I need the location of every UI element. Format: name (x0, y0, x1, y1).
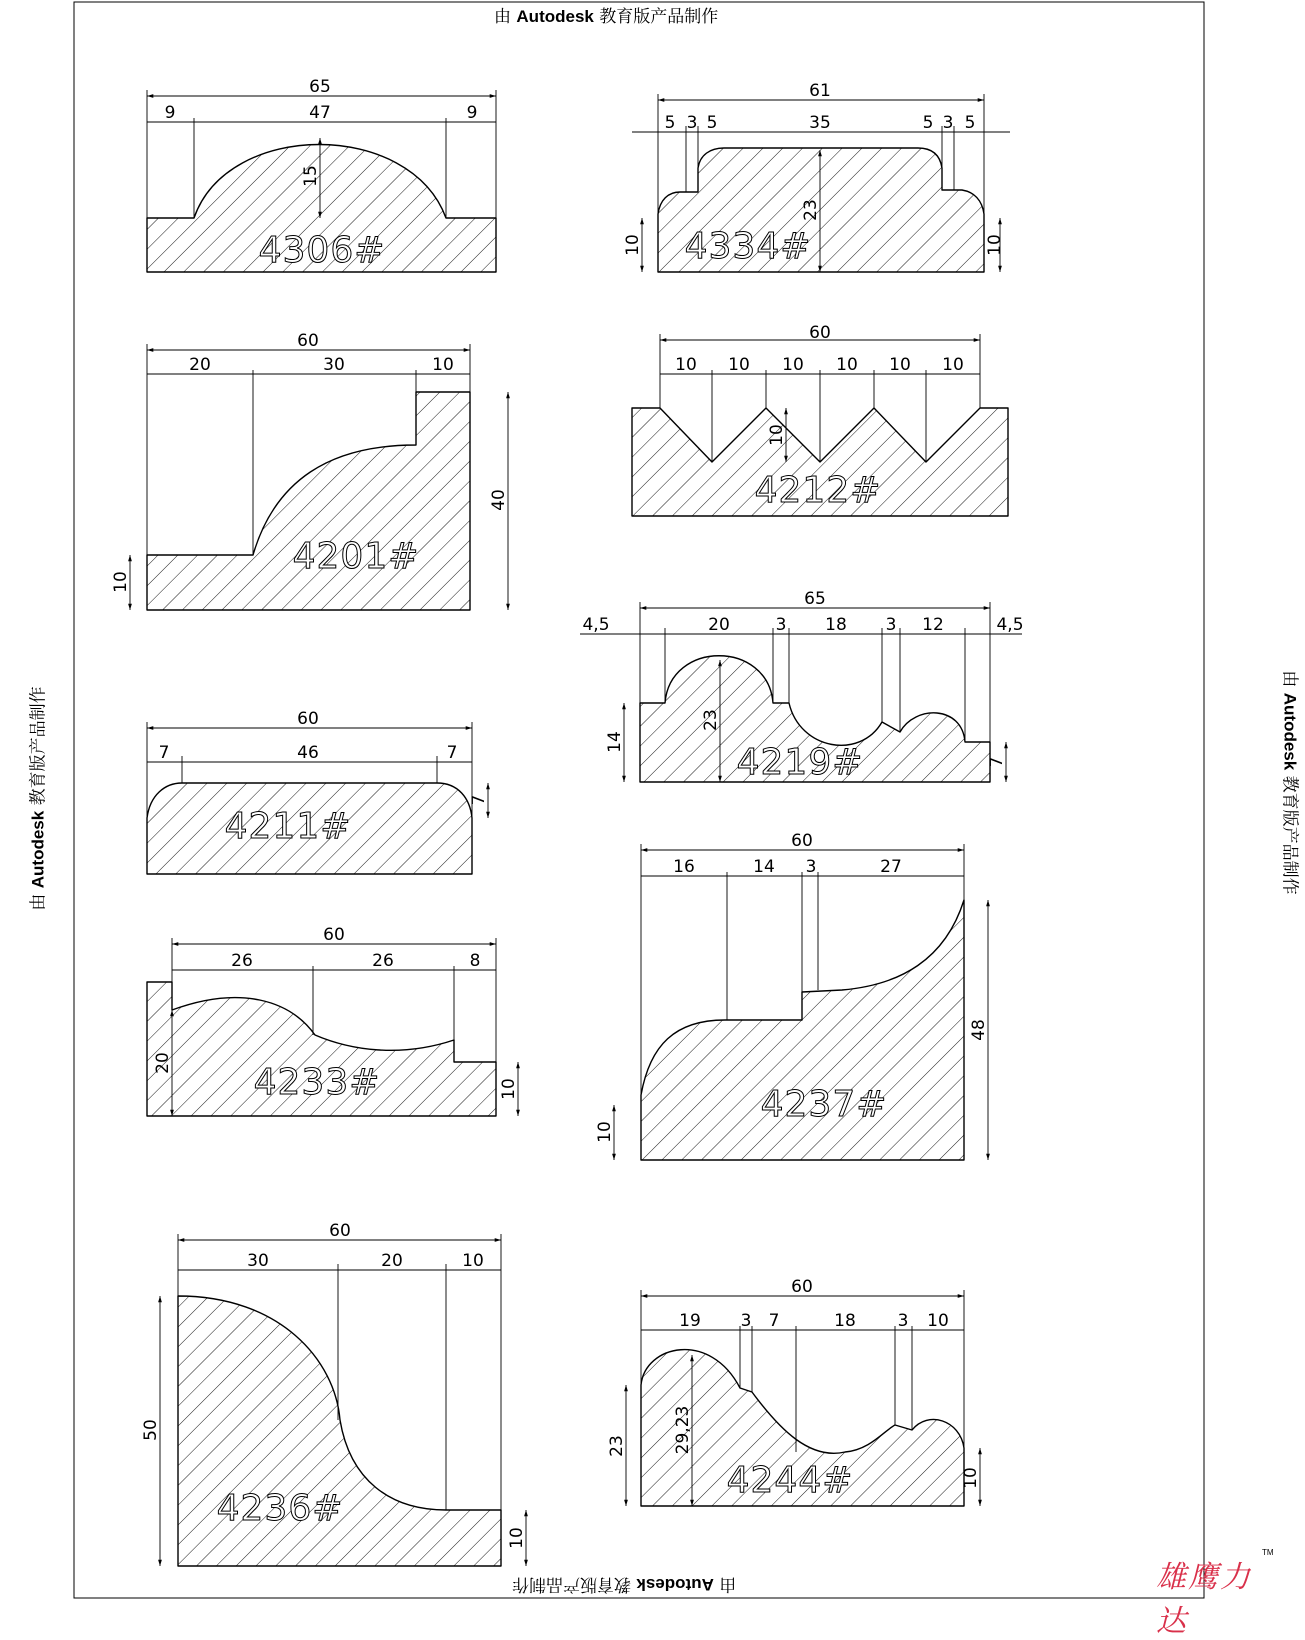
dim-4334-height: 23 (801, 199, 821, 221)
dim-4233-base: 10 (499, 1078, 519, 1100)
dim-4219-e: 12 (922, 615, 944, 635)
dim-4334-e: 3 (942, 113, 954, 133)
dim-4211-right: 7 (446, 743, 458, 763)
dim-4212-e: 10 (889, 355, 911, 375)
dim-4306-height: 15 (301, 165, 321, 187)
dim-4212-d: 10 (836, 355, 858, 375)
dim-4201-a: 20 (189, 355, 211, 375)
profile-label-4244: 4244# (726, 1460, 854, 1501)
dim-4334-c: 5 (706, 113, 718, 133)
dim-4334-left-base: 10 (623, 234, 643, 256)
dim-4236-base: 10 (507, 1527, 527, 1549)
dim-4201-base: 10 (111, 571, 131, 593)
dim-4212-overall: 60 (809, 323, 831, 343)
dim-4219-left-offset: 4,5 (582, 615, 610, 635)
dim-4233-c: 8 (469, 951, 481, 971)
dim-4306-left: 9 (164, 103, 176, 123)
dim-4236-c: 10 (462, 1251, 484, 1271)
dim-4306-center: 47 (309, 103, 331, 123)
profile-4201-shape (147, 392, 470, 610)
dim-4244-height: 23 (607, 1435, 627, 1457)
dim-4211-overall: 60 (297, 709, 319, 729)
dim-4334-right-base: 10 (985, 234, 1005, 256)
company-logo: 雄鹰力达 (1156, 1560, 1252, 1639)
dim-4334-b: 3 (686, 113, 698, 133)
dim-4306-overall: 65 (309, 77, 331, 97)
trademark-mark: TM (1262, 1548, 1274, 1557)
dim-4236-height: 50 (141, 1419, 161, 1441)
watermark-bottom: 由 Autodesk 教育版产品制作 (512, 1574, 737, 1594)
profile-label-4212: 4212# (754, 470, 882, 511)
profile-label-4237: 4237# (760, 1084, 888, 1125)
dim-4244-d: 18 (834, 1311, 856, 1331)
dim-4236-overall: 60 (329, 1221, 351, 1241)
dim-4233-height: 20 (153, 1052, 173, 1074)
watermark-top: 由 Autodesk 教育版产品制作 (494, 7, 719, 27)
dim-4219-overall: 65 (804, 589, 826, 609)
dim-4334-f: 5 (964, 113, 976, 133)
dim-4237-d: 27 (880, 857, 902, 877)
dim-4233-overall: 60 (323, 925, 345, 945)
dim-4244-a: 19 (679, 1311, 701, 1331)
dim-4211-radius: 7 (469, 794, 489, 806)
dim-4219-d: 3 (885, 615, 897, 635)
profile-label-4233: 4233# (253, 1062, 381, 1103)
dim-4212-depth: 10 (767, 424, 787, 446)
profile-label-4219: 4219# (736, 742, 864, 783)
dim-4244-base: 10 (961, 1467, 981, 1489)
dim-4219-right-base: 7 (987, 756, 1007, 768)
dim-4244-overall: 60 (791, 1277, 813, 1297)
profile-label-4334: 4334# (684, 226, 812, 267)
dim-4334-overall: 61 (809, 81, 831, 101)
dim-4219-b: 3 (775, 615, 787, 635)
dim-4244-crest: 29,23 (673, 1405, 693, 1455)
dim-4212-b: 10 (728, 355, 750, 375)
dim-4201-b: 30 (323, 355, 345, 375)
dim-4244-c: 7 (768, 1311, 780, 1331)
dim-4334-a: 5 (664, 113, 676, 133)
dim-4237-a: 16 (673, 857, 695, 877)
dim-4237-height: 48 (969, 1019, 989, 1041)
dim-4201-height: 40 (489, 489, 509, 511)
dim-4201-overall: 60 (297, 331, 319, 351)
watermark-left: 由 Autodesk 教育版产品制作 (28, 686, 49, 911)
dim-4211-center: 46 (297, 743, 319, 763)
dim-4211-left: 7 (158, 743, 170, 763)
dim-4244-e: 3 (897, 1311, 909, 1331)
dim-4212-a: 10 (675, 355, 697, 375)
dim-4219-a: 20 (708, 615, 730, 635)
dim-4237-b: 14 (753, 857, 775, 877)
dim-4237-base: 10 (595, 1121, 615, 1143)
dim-4244-f: 10 (927, 1311, 949, 1331)
watermark-right: 由 Autodesk 教育版产品制作 (1279, 670, 1300, 895)
dim-4233-b: 26 (372, 951, 394, 971)
dim-4236-a: 30 (247, 1251, 269, 1271)
dim-4334-d: 5 (922, 113, 934, 133)
dim-4236-b: 20 (381, 1251, 403, 1271)
dim-4237-overall: 60 (791, 831, 813, 851)
dim-4237-c: 3 (805, 857, 817, 877)
dim-4334-center: 35 (809, 113, 831, 133)
dim-4219-height: 23 (701, 709, 721, 731)
dim-4219-right-offset: 4,5 (996, 615, 1024, 635)
dim-4212-c: 10 (782, 355, 804, 375)
profile-label-4211: 4211# (224, 806, 352, 847)
dim-4201-c: 10 (432, 355, 454, 375)
dim-4233-a: 26 (231, 951, 253, 971)
dim-4306-right: 9 (466, 103, 478, 123)
dim-4219-c: 18 (825, 615, 847, 635)
dim-4244-b: 3 (740, 1311, 752, 1331)
profile-label-4306: 4306# (258, 230, 386, 271)
dim-4219-base: 14 (605, 731, 625, 753)
profile-label-4201: 4201# (292, 536, 420, 577)
profile-label-4236: 4236# (216, 1488, 344, 1529)
dim-4212-f: 10 (942, 355, 964, 375)
